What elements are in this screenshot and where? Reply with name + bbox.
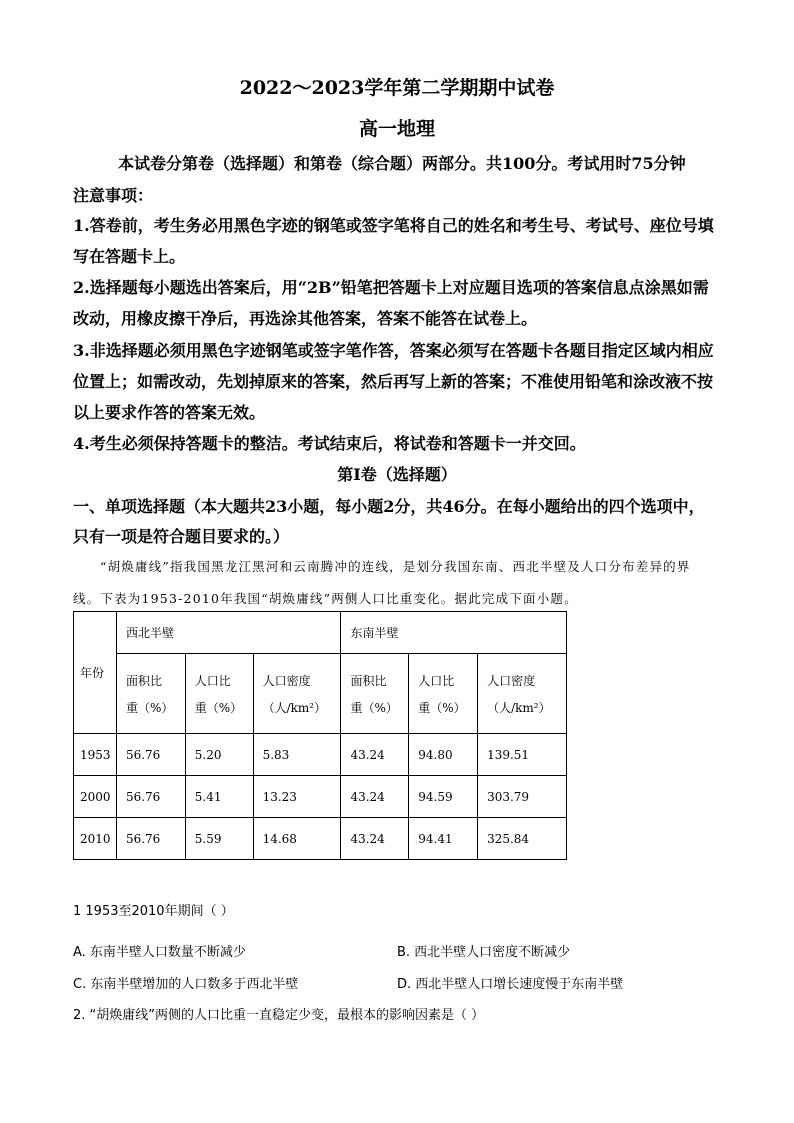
section-title: 第Ⅰ卷（选择题） (337, 465, 457, 484)
notice-line: 改动，用橡皮擦干净后，再选涂其他答案，答案不能答在试卷上。 (73, 309, 538, 328)
question-1-option-b[interactable]: B. 西北半壁人口密度不断减少 (397, 945, 571, 960)
year-cell: 1953 (74, 734, 117, 776)
sub-header: 人口比 重（%） (185, 654, 253, 734)
question-2-stem: 2. “胡焕庸线”两侧的人口比重一直稳定少变，最根本的影响因素是（ ） (73, 1008, 485, 1023)
question-1-stem: 1 1953至2010年期间（ ） (73, 904, 234, 919)
year-cell: 2010 (74, 818, 117, 860)
table-cell: 14.68 (253, 818, 341, 860)
table-cell: 43.24 (341, 734, 409, 776)
table-cell: 5.20 (185, 734, 253, 776)
table-cell: 94.41 (409, 818, 478, 860)
passage-line: “胡焕庸线”指我国黑龙江黑河和云南腾冲的连线，是划分我国东南、西北半壁及人口分布差异的界 (100, 559, 691, 574)
table-row (74, 734, 567, 776)
group-header-west: 西北半壁 (116, 612, 341, 654)
exam-subject: 高一地理 (358, 118, 435, 140)
table-cell: 94.80 (409, 734, 478, 776)
table-cell: 43.24 (341, 776, 409, 818)
notice-line: 3.非选择题必须用黑色字迹钢笔或签字笔作答，答案必须写在答题卡各题目指定区域内相应 (73, 341, 714, 360)
table-cell: 5.83 (253, 734, 341, 776)
notice-line: 以上要求作答的答案无效。 (73, 403, 266, 422)
sub-header: 面积比 重（%） (116, 654, 185, 734)
sub-header: 人口比 重（%） (409, 654, 478, 734)
table-cell: 5.59 (185, 818, 253, 860)
year-header: 年份 (74, 612, 117, 734)
sub-header: 人口密度 （人/km²） (478, 654, 567, 734)
table-cell: 43.24 (341, 818, 409, 860)
table-cell: 325.84 (478, 818, 567, 860)
section-heading: 一、单项选择题（本大题共23小题，每小题2分，共46分。在每小题给出的四个选项中， (73, 497, 705, 516)
table-cell: 139.51 (478, 734, 567, 776)
sub-header: 人口密度 （人/km²） (253, 654, 341, 734)
sub-header: 面积比 重（%） (341, 654, 409, 734)
group-header-east: 东南半壁 (341, 612, 567, 654)
notice-line: 1.答卷前，考生务必用黑色字迹的钢笔或签字笔将自己的姓名和考生号、考试号、座位号填 (73, 216, 714, 235)
question-1-option-c[interactable]: C. 东南半壁增加的人口数多于西北半壁 (73, 977, 299, 992)
table-cell: 13.23 (253, 776, 341, 818)
table-cell: 5.41 (185, 776, 253, 818)
table-cell: 56.76 (116, 734, 185, 776)
table-row (74, 776, 567, 818)
population-table (73, 611, 567, 860)
section-heading-cont: 只有一项是符合题目要求的。） (73, 527, 290, 546)
notice-line: 位置上；如需改动，先划掉原来的答案，然后再写上新的答案；不准使用铅笔和涂改液不按 (73, 372, 714, 391)
year-cell: 2000 (74, 776, 117, 818)
question-1-option-d[interactable]: D. 西北半壁人口增长速度慢于东南半壁 (397, 977, 624, 992)
passage-line: 线。下表为1953-2010年我国“胡焕庸线”两侧人口比重变化。据此完成下面小题。 (73, 591, 578, 606)
notice-heading: 注意事项： (73, 186, 154, 205)
notice-line: 写在答题卡上。 (73, 247, 186, 266)
table-row (74, 818, 567, 860)
table-cell: 303.79 (478, 776, 567, 818)
table-cell: 56.76 (116, 776, 185, 818)
exam-title: 2022～2023学年第二学期期中试卷 (239, 77, 555, 99)
table-cell: 56.76 (116, 818, 185, 860)
question-1-option-a[interactable]: A. 东南半壁人口数量不断减少 (73, 945, 246, 960)
notice-line: 4.考生必须保持答题卡的整洁。考试结束后，将试卷和答题卡一并交回。 (73, 434, 586, 453)
exam-intro: 本试卷分第卷（选择题）和第卷（综合题）两部分。共100分。考试用时75分钟 (118, 154, 686, 173)
table-cell: 94.59 (409, 776, 478, 818)
notice-line: 2.选择题每小题选出答案后，用“2B”铅笔把答题卡上对应题目选项的答案信息点涂黑如需 (73, 278, 709, 297)
